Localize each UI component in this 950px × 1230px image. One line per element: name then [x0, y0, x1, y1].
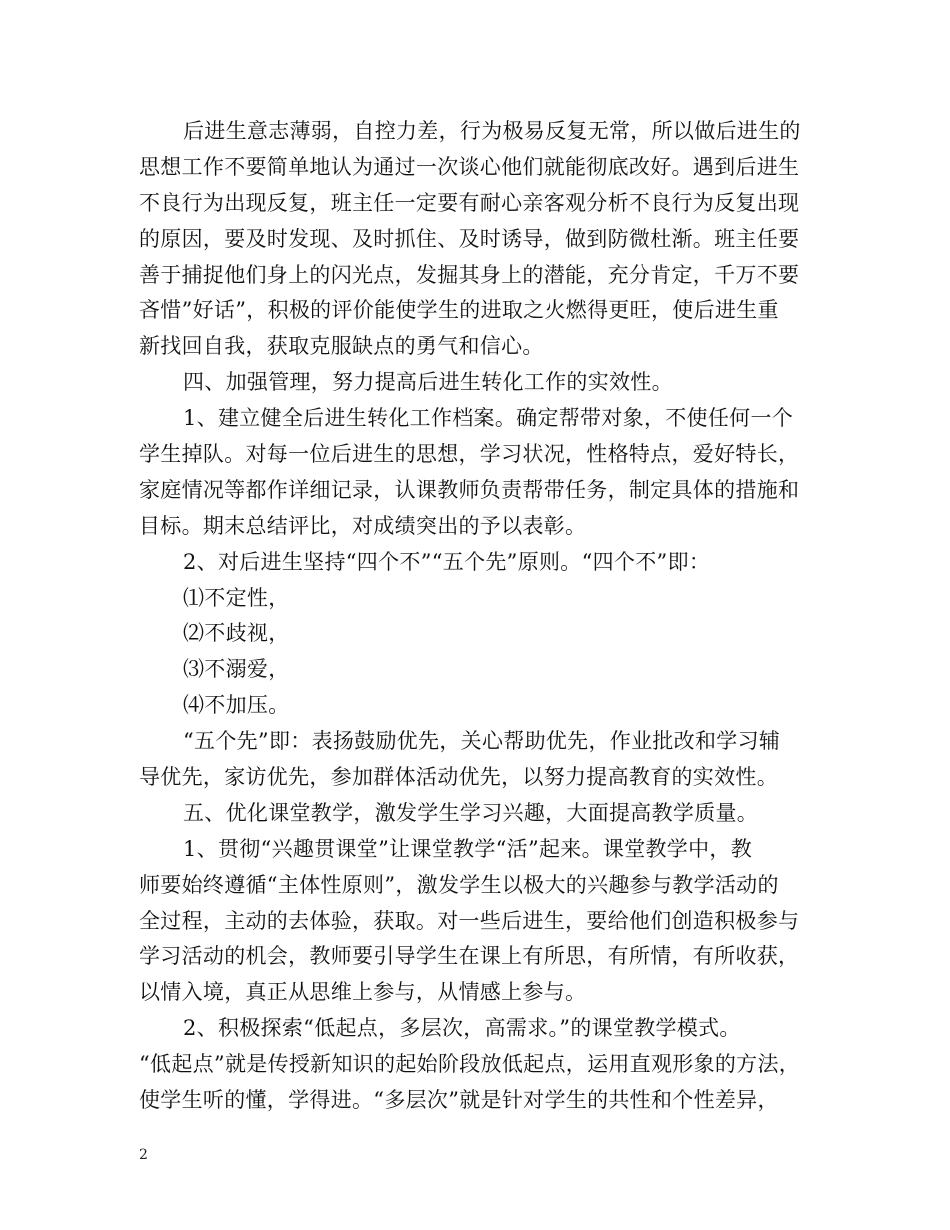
text-line: 2、积极探索“低起点，多层次，高需求。”的课堂教学模式。 [183, 1016, 741, 1041]
text-line: 目标。期末总结评比，对成绩突出的予以表彰。 [139, 513, 587, 538]
text-line: 以情入境，真正从思维上参与，从情感上参与。 [139, 980, 587, 1005]
text-line: 不良行为出现反复，班主任一定要有耐心亲客观分析不良行为反复出现 [139, 190, 800, 215]
text-line: 学生掉队。对每一位后进生的思想，学习状况，性格特点，爱好特长， [139, 442, 800, 467]
text-line: 后进生意志薄弱，自控力差，行为极易反复无常，所以做后进生的 [183, 119, 801, 143]
text-line: “五个先”即：表扬鼓励优先，关心帮助优先，作业批改和学习辅 [183, 729, 781, 754]
text-line: 全过程，主动的去体验，获取。对一些后进生，要给他们创造积极参与 [139, 908, 800, 933]
text-line: 1、贯彻“兴趣贯课堂”让课堂教学“活”起来。课堂教学中，教 [183, 836, 753, 861]
page-number: 2 [139, 1147, 148, 1163]
document-body [139, 114, 819, 1119]
text-line: ⑵不歧视， [183, 621, 290, 646]
text-line: ⑶不溺爱， [183, 657, 290, 682]
text-line: 导优先，家访优先，参加群体活动优先，以努力提高教育的实效性。 [139, 765, 778, 790]
text-line: 使学生听的懂，学得进。“多层次”就是针对学生的共性和个性差异， [139, 1088, 779, 1113]
text-line: 新找回自我，获取克服缺点的勇气和信心。 [139, 334, 544, 359]
text-line: 吝惜”好话”，积极的评价能使学生的进取之火燃得更旺，使后进生重 [139, 298, 779, 323]
text-line: 学习活动的机会，教师要引导学生在课上有所思，有所情，有所收获， [139, 944, 800, 969]
text-line: 师要始终遵循“主体性原则”，激发学生以极大的兴趣参与教学活动的 [139, 872, 779, 897]
text-line: ⑴不定性， [183, 585, 290, 610]
text-line: 1、建立健全后进生转化工作档案。确定帮带对象，不使任何一个 [183, 406, 794, 431]
text-line: 四、加强管理，努力提高后进生转化工作的实效性。 [183, 370, 673, 395]
text-line: 的原因，要及时发现、及时抓住、及时诱导，做到防微杜渐。班主任要 [139, 226, 800, 251]
text-line: ⑷不加压。 [183, 693, 290, 718]
text-line: 善于捕捉他们身上的闪光点，发掘其身上的潜能，充分肯定，千万不要 [139, 262, 800, 287]
text-line: 2、对后进生坚持“四个不”“五个先”原则。“四个不”即： [183, 549, 711, 574]
text-line: “低起点”就是传授新知识的起始阶段放低起点，运用直观形象的方法， [139, 1052, 801, 1077]
text-line: 思想工作不要简单地认为通过一次谈心他们就能彻底改好。遇到后进生 [139, 154, 800, 179]
text-line: 家庭情况等都作详细记录，认课教师负责帮带任务，制定具体的措施和 [139, 477, 800, 502]
text-line: 五、优化课堂教学，激发学生学习兴趣，大面提高教学质量。 [183, 800, 759, 825]
